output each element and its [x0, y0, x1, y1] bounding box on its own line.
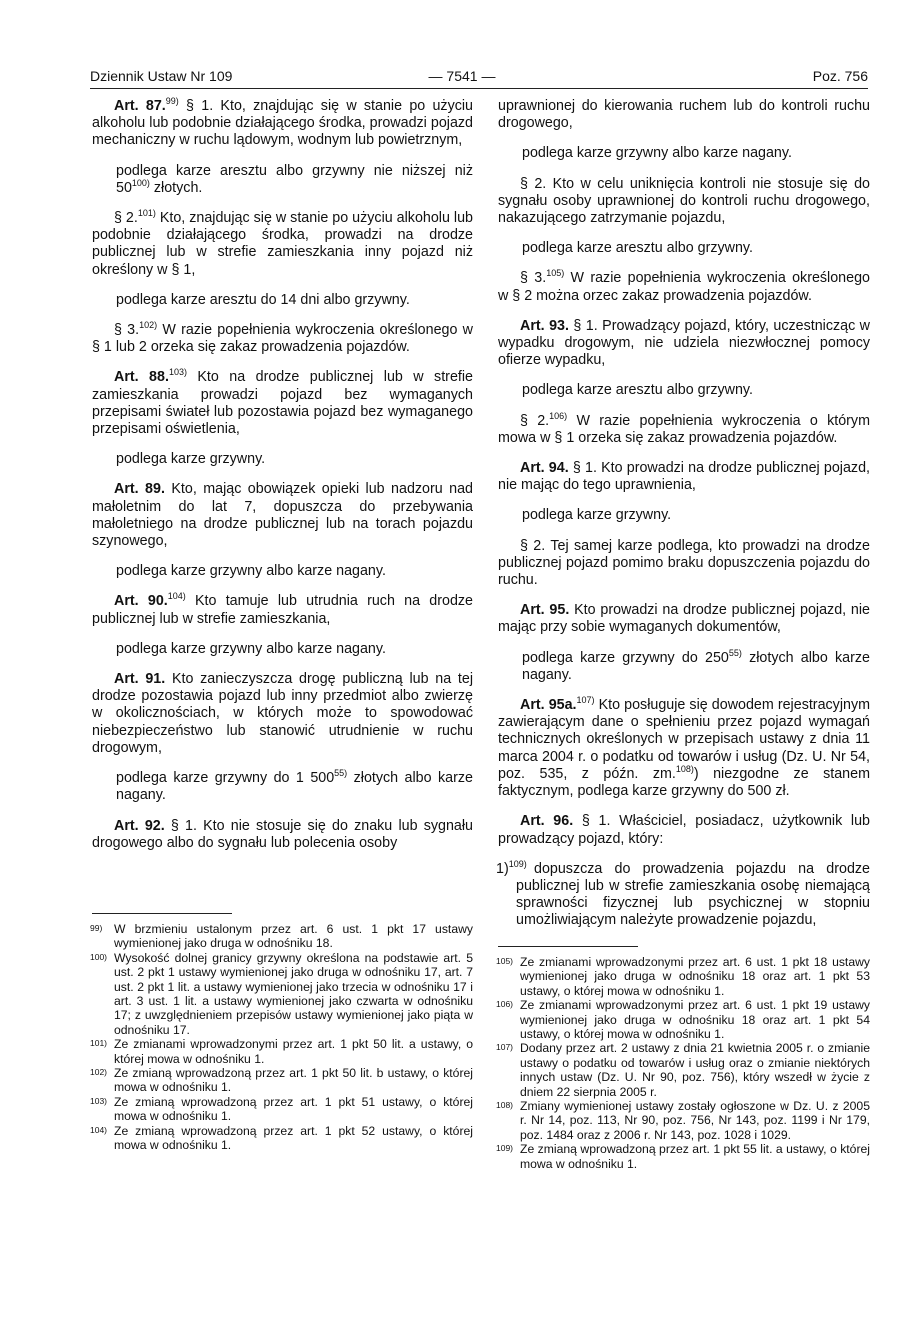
- art-89: Art. 89. Kto, mając obowiązek opieki lub nadzoru nad małoletnim do lat 7, dopuszcza do przebywania małoletniego na drodze publicznej lub na torach pojazdu szynowego,: [92, 481, 474, 550]
- art-88-penalty: podlega karze grzywny.: [116, 451, 266, 468]
- footnote: 104) Ze zmianą wprowadzoną przez art. 1 pkt 52 ustawy, o której mowa w odnośniku 1.: [90, 1123, 473, 1153]
- art-89-penalty: podlega karze grzywny albo karze nagany.: [116, 563, 386, 580]
- art-87-penalty-2: podlega karze aresztu do 14 dni albo grzywny.: [116, 291, 410, 308]
- art-94-par-2: § 2. Tej samej karze podlega, kto prowadzi na drodze publicznej pojazd pomimo braku dopuszczenia pojazdu do ruchu.: [498, 537, 870, 589]
- art-92-penalty-1: podlega karze grzywny albo karze nagany.: [522, 145, 792, 162]
- art-92-penalty-2: podlega karze aresztu albo grzywny.: [522, 240, 753, 257]
- art-92-par-3: § 3.$^{105)}$ W razie popełnienia wykroczenia określonego w § 2 można orzec zakaz prowadzenia pojazdów.: [498, 268, 870, 304]
- footnote: 99) W brzmieniu ustalonym przez art. 6 ust. 1 pkt 17 ustawy wymienionej jako druga w odnośniku 18.: [90, 922, 473, 951]
- footnote-rule-right: [498, 946, 638, 947]
- footnote: 107) Dodany przez art. 2 ustawy z dnia 21 kwietnia 2005 r. o zmianie ustawy o podatku od towarów i usług oraz o zmianie niektórych innych ustaw (Dz. U. Nr 90, poz. 756), który wszedł w życie z dniem 22 sierpnia 2005 r.: [496, 1041, 870, 1099]
- footnotes-right: [498, 955, 870, 1171]
- footnote: 109) Ze zmianą wprowadzoną przez art. 1 pkt 55 lit. a ustawy, o której mowa w odnośniku 1.: [496, 1142, 870, 1171]
- art-92-par-1: Art. 92. § 1. Kto nie stosuje się do znaku lub sygnału drogowego albo do sygnału lub polecenia osoby: [92, 817, 473, 851]
- art-93-par-1: Art. 93. § 1. Prowadzący pojazd, który, uczestnicząc w wypadku drogowym, nie udziela niezwłocznej pomocy ofierze wypadku,: [498, 317, 871, 369]
- art-90-penalty: podlega karze grzywny albo karze nagany.: [116, 640, 386, 657]
- footnote: 103) Ze zmianą wprowadzoną przez art. 1 pkt 51 ustawy, o której mowa w odnośniku 1.: [90, 1094, 473, 1124]
- footnote: 108) Zmiany wymienionej ustawy zostały ogłoszone w Dz. U. z 2005 r. Nr 14, poz. 113, Nr 90, poz. 756, Nr 143, poz. 1199 i Nr 179, poz. 1484 oraz z 2006 r. Nr 143, poz. 1028 i 1029.: [496, 1099, 870, 1142]
- art-87-par-2: § 2.$^{101)}$ Kto, znajdując się w stanie po użyciu alkoholu lub podobnie działającego środka, prowadzi na drodze publicznej lub w strefie zamieszkania inny pojazd niż określony w § 1,: [92, 208, 473, 278]
- footnote: 100) Wysokość dolnej granicy grzywny określona na podstawie art. 5 ust. 2 pkt 1 ustawy wymienionej jako druga w odnośniku 17, art. 7 ust. 2 pkt 1 lit. a ustawy wymienionej jako trzecia w odnośniku 17 i art. 3 ust. 1 lit. a ustawy wymienionej jako czwarta w odnośniku 17; z uwzględnieniem przepisów ustawy wymienionej jako piąta w odnośniku 17.: [90, 950, 473, 1037]
- art-92-par-2: § 2. Kto w celu uniknięcia kontroli nie stosuje się do sygnału osoby uprawnionej do kontroli ruchu drogowego, nakazującego zatrzymanie pojazdu,: [498, 175, 870, 227]
- art-87-penalty-1: podlega karze aresztu albo grzywny nie niższej niż 50$^{100)}$ złotych.: [116, 162, 473, 196]
- art-95-penalty: podlega karze grzywny do 250$^{55)}$ złotych albo karze nagany.: [522, 647, 870, 683]
- journal-title: Dziennik Ustaw Nr 109: [90, 68, 233, 84]
- footnote: 101) Ze zmianami wprowadzonymi przez art. 1 pkt 50 lit. a ustawy, o której mowa w odnośniku 1.: [90, 1037, 473, 1066]
- left-column: [92, 98, 473, 865]
- art-93-par-2: § 2.$^{106)}$ W razie popełnienia wykroczenia o którym mowa w § 1 orzeka się zakaz prowadzenia pojazdów.: [498, 410, 870, 446]
- art-93-penalty: podlega karze aresztu albo grzywny.: [522, 382, 753, 399]
- footnote-rule-left: [92, 913, 232, 914]
- position-number: Poz. 756: [812, 68, 868, 84]
- art-90: Art. 90.$^{104)}$ Kto tamuje lub utrudnia ruch na drodze publicznej lub w strefie zamieszkania,: [92, 591, 474, 627]
- art-87-par-1: Art. 87.$^{99)}$ § 1. Kto, znajdując się w stanie po użyciu alkoholu lub podobnie działającego środka, prowadzi pojazd mechaniczny w ruchu lądowym, wodnym lub powietrznym,: [92, 96, 474, 149]
- art-95: Art. 95. Kto prowadzi na drodze publicznej pojazd, nie mając przy sobie wymaganych dokumentów,: [498, 602, 871, 636]
- art-96-par-1: Art. 96. § 1. Właściciel, posiadacz, użytkownik lub prowadzący pojazd, który:: [498, 813, 871, 847]
- art-95a: Art. 95a.$^{107)}$ Kto posługuje się dowodem rejestracyjnym zawierającym dane o spełnieniu przez pojazd wymagań technicznych określonych w przepisach ustawy z dnia 11 marca 2004 r. o podatku od towarów i usług (Dz. U. Nr 54, poz. 535, z późn. zm.$^{108)}$) niezgodne ze stanem faktycznym, podlega karze grzywny do 500 zł.: [498, 695, 871, 800]
- art-87-par-3: § 3.$^{102)}$ W razie popełnienia wykroczenia określonego w § 1 lub 2 orzeka się zakaz prowadzenia pojazdów.: [92, 320, 473, 356]
- art-92-continuation: uprawnionej do kierowania ruchem lub do kontroli ruchu drogowego,: [498, 98, 870, 132]
- header-rule: [90, 88, 868, 89]
- footnote: 106) Ze zmianami wprowadzonymi przez art. 6 ust. 1 pkt 19 ustawy wymienionej jako druga w odnośniku 18 oraz art. 1 pkt 54 ustawy, o której mowa w odnośniku 1.: [496, 998, 870, 1042]
- art-94-par-1: Art. 94. § 1. Kto prowadzi na drodze publicznej pojazd, nie mając do tego uprawnienia,: [498, 460, 870, 494]
- right-column: [498, 98, 870, 943]
- footnote: 102) Ze zmianą wprowadzoną przez art. 1 pkt 50 lit. b ustawy, o której mowa w odnośniku 1.: [90, 1066, 473, 1095]
- footnote: 105) Ze zmianami wprowadzonymi przez art. 6 ust. 1 pkt 18 ustawy wymienionej jako druga w odnośniku 18 oraz art. 1 pkt 53 ustawy, o której mowa w odnośniku 1.: [496, 955, 870, 998]
- art-91-penalty: podlega karze grzywny do 1 500$^{55)}$ złotych albo karze nagany.: [116, 768, 473, 804]
- art-96-item-1: 1)$^{109)}$ dopuszcza do prowadzenia pojazdu na drodze publicznej lub w strefie zamieszkania osobę niemającą sprawności fizycznej lub psychicznej w stopniu umożliwiającym należyte prowadzenie pojazdu,: [496, 858, 870, 929]
- art-88: Art. 88.$^{103)}$ Kto na drodze publicznej lub w strefie zamieszkania prowadzi pojazd bez wymaganych przepisami świateł lub pozostawia pojazd bez wymaganego przepisami oświetlenia,: [92, 367, 473, 438]
- page-number: — 7541 —: [428, 68, 496, 84]
- art-94-penalty: podlega karze grzywny.: [522, 507, 672, 524]
- art-91: Art. 91. Kto zanieczyszcza drogę publiczną lub na tej drodze pozostawia pojazd lub inny przedmiot albo zwierzę w okolicznościach, w których może to spowodować niebezpieczeństwo lub stanowić utrudnienie w ruchu drogowym,: [92, 671, 473, 756]
- footnotes-left: [92, 922, 473, 1153]
